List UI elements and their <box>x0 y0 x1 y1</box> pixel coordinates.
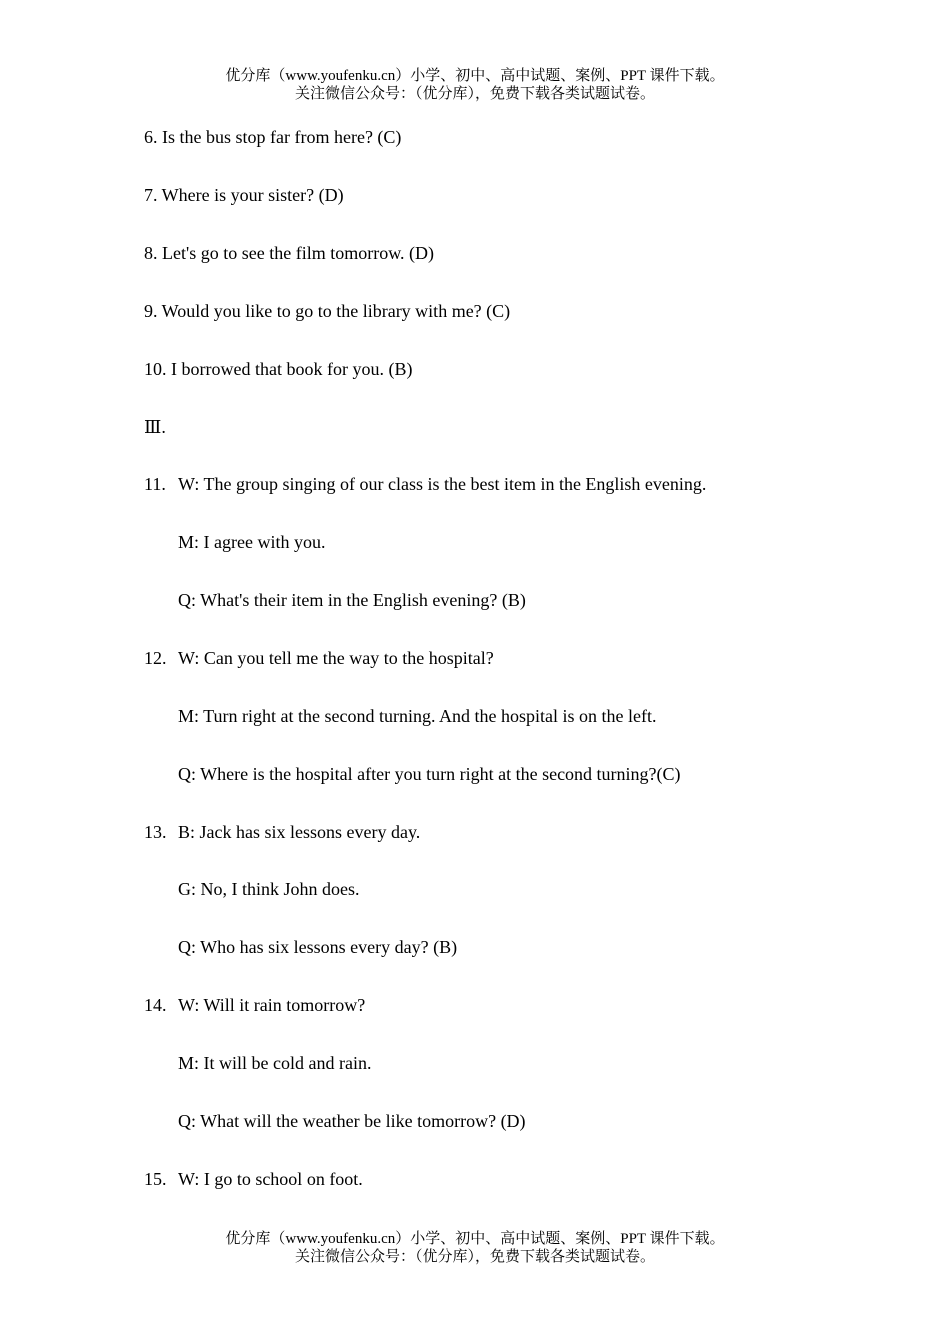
dialogue-12-line-2: M: Turn right at the second turning. And the hospital is on the left. <box>178 706 657 726</box>
dialogue-11-line-2: M: I agree with you. <box>178 532 326 552</box>
dialogue-13-question: Q: Who has six lessons every day? (B) <box>178 937 458 957</box>
dialogue-number: 13. <box>144 822 167 842</box>
answer-item-10: 10. I borrowed that book for you. (B) <box>144 359 413 379</box>
dialogue-14-line-2: M: It will be cold and rain. <box>178 1053 372 1073</box>
dialogue-14-first-line <box>144 994 365 1016</box>
answer-item-9: 9. Would you like to go to the library with me? (C) <box>144 301 511 321</box>
dialogue-line: B: Jack has six lessons every day. <box>178 822 421 842</box>
dialogue-15-first-line <box>144 1168 363 1190</box>
dialogue-11-question: Q: What's their item in the English evening? (B) <box>178 590 526 610</box>
dialogue-12-first-line <box>144 647 494 669</box>
page-footer <box>0 1230 950 1266</box>
dialogue-line: W: Can you tell me the way to the hospital? <box>178 648 494 668</box>
answer-item-8: 8. Let's go to see the film tomorrow. (D) <box>144 243 435 263</box>
section-heading: Ⅲ. <box>144 417 166 437</box>
dialogue-14-question: Q: What will the weather be like tomorrow? (D) <box>178 1111 526 1131</box>
dialogue-number: 14. <box>144 995 167 1015</box>
answer-item-7: 7. Where is your sister? (D) <box>144 185 344 205</box>
dialogue-13-first-line <box>144 821 420 843</box>
footer-line-2: 关注微信公众号：（优分库），免费下载各类试题试卷。 <box>294 1249 655 1265</box>
header-line-2: 关注微信公众号：（优分库），免费下载各类试题试卷。 <box>294 86 655 102</box>
answer-item-6: 6. Is the bus stop far from here? (C) <box>144 127 402 147</box>
dialogue-12-question: Q: Where is the hospital after you turn right at the second turning?(C) <box>178 764 681 784</box>
dialogue-11-first-line <box>144 473 706 495</box>
dialogue-number: 15. <box>144 1169 167 1189</box>
page-header <box>0 67 950 103</box>
dialogue-13-line-2: G: No, I think John does. <box>178 879 360 899</box>
footer-line-1: 优分库（www.youfenku.cn）小学、初中、高中试题、案例、PPT 课件下载。 <box>225 1231 725 1247</box>
dialogue-line: W: Will it rain tomorrow? <box>178 995 366 1015</box>
header-line-1: 优分库（www.youfenku.cn）小学、初中、高中试题、案例、PPT 课件下载。 <box>225 68 725 84</box>
dialogue-number: 11. <box>144 474 166 494</box>
dialogue-number: 12. <box>144 648 167 668</box>
dialogue-line: W: The group singing of our class is the best item in the English evening. <box>178 474 707 494</box>
dialogue-line: W: I go to school on foot. <box>178 1169 363 1189</box>
